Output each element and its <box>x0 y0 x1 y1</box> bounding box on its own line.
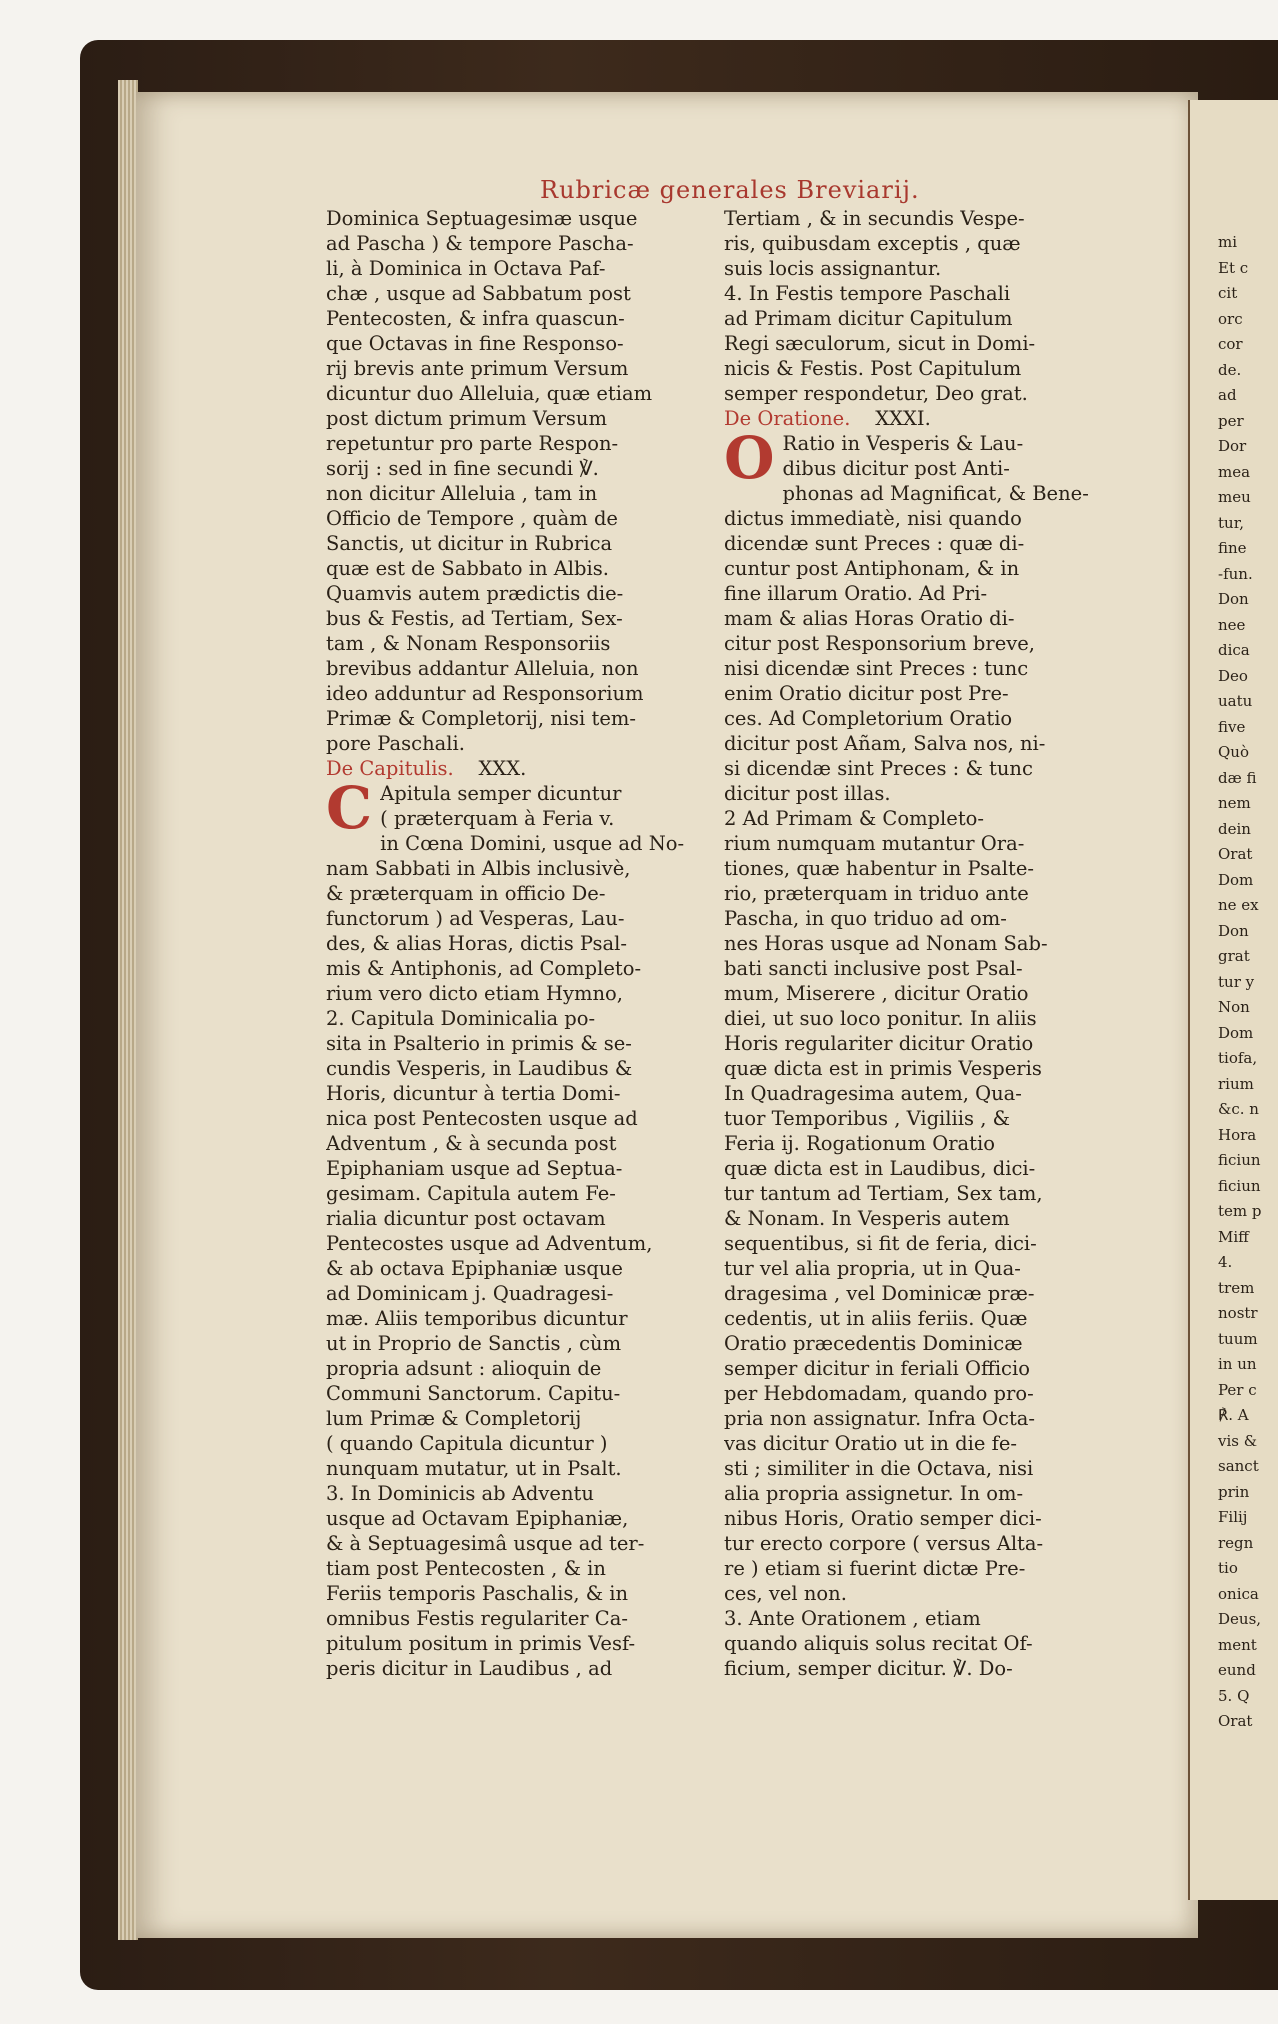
heading-number: XXXI. <box>875 407 931 430</box>
text-line: mis & Antiphonis, ad Completo- <box>326 957 642 980</box>
facing-page-fragment: cor <box>1218 335 1243 353</box>
text-line: non dicitur Alleluia , tam in <box>326 482 598 505</box>
text-line: nunquam mutatur, ut in Psalt. <box>326 1457 622 1480</box>
text-line: post dictum primum Versum <box>326 407 607 430</box>
facing-page-fragment: 4. <box>1218 1253 1233 1271</box>
text-line: rij brevis ante primum Versum <box>326 357 629 380</box>
text-line: dictus immediatè, nisi quando <box>724 507 1022 530</box>
right-column <box>724 206 1128 1681</box>
facing-page-fragment: ficiun <box>1218 1151 1261 1169</box>
text-line: ficium, semper dicitur. ℣. Do- <box>724 1657 1013 1680</box>
text-line: 3. In Dominicis ab Adventu <box>326 1482 594 1505</box>
text-line: pitulum positum in primis Vesf- <box>326 1632 636 1655</box>
facing-page-fragment: &c. n <box>1218 1100 1259 1118</box>
text-line: suis locis assignantur. <box>724 257 942 280</box>
facing-page-fragment: Et c <box>1218 258 1249 277</box>
text-line: Adventum , & à secunda post <box>326 1132 617 1155</box>
facing-page-fragment: orc <box>1218 309 1243 328</box>
facing-page-fragment: onica <box>1218 1584 1259 1603</box>
text-line: In Quadragesima autem, Qua- <box>724 1082 1022 1105</box>
facing-page-fragment: ne ex <box>1218 896 1259 914</box>
facing-page-fragment: dein <box>1218 819 1251 838</box>
facing-page-fragment: mea <box>1218 462 1251 481</box>
text-line: bus & Festis, ad Tertiam, Sex- <box>326 607 623 630</box>
text-line: per Hebdomadam, quando pro- <box>724 1382 1034 1405</box>
facing-page-fragment: regn <box>1218 1533 1254 1552</box>
text-line: phonas ad Magnificat, & Bene- <box>782 482 1089 505</box>
text-line: fine illarum Oratio. Ad Pri- <box>724 582 988 605</box>
facing-page-fragment: nostr <box>1218 1304 1258 1322</box>
facing-page-fragment: tiofa, <box>1218 1049 1258 1067</box>
facing-page-fragment: Per c <box>1218 1380 1257 1399</box>
facing-page-fragment: ment <box>1218 1635 1257 1654</box>
text-line: Pentecosten, & infra quascun- <box>326 307 625 330</box>
text-line: bati sancti inclusive post Psal- <box>724 957 1023 980</box>
facing-page-fragment: Hora <box>1218 1125 1257 1144</box>
facing-page-fragment: Miff <box>1218 1227 1249 1246</box>
text-line: dicitur post Añam, Salva nos, ni- <box>724 732 1046 755</box>
text-line: ad Pascha ) & tempore Pascha- <box>326 232 634 255</box>
text-line: chæ , usque ad Sabbatum post <box>326 282 631 305</box>
text-line: dicendæ sunt Preces : quæ di- <box>724 532 1025 555</box>
text-line: pria non assignatur. Infra Octa- <box>724 1407 1036 1430</box>
text-line: omnibus Festis regulariter Ca- <box>326 1607 628 1630</box>
text-line: rio, præterquam in triduo ante <box>724 882 1029 905</box>
text-line: pore Paschali. <box>326 732 465 755</box>
facing-page-fragment: dica <box>1218 641 1250 659</box>
text-line: rium vero dicto etiam Hymno, <box>326 982 623 1005</box>
text-line: dragesima , vel Dominicæ præ- <box>724 1282 1035 1305</box>
facing-page-fragment: nem <box>1218 794 1251 812</box>
facing-page-fragment: -fun. <box>1218 564 1253 583</box>
text-line: brevibus addantur Alleluia, non <box>326 657 639 680</box>
text-line: rialia dicuntur post octavam <box>326 1207 606 1230</box>
facing-page-fragment: grat <box>1218 947 1250 965</box>
facing-page-fragment: Non <box>1218 998 1250 1016</box>
text-line: dibus dicitur post Anti- <box>782 457 1010 480</box>
section-heading <box>724 406 1128 431</box>
text-line: diei, ut suo loco ponitur. In aliis <box>724 1007 1037 1030</box>
text-line: cundis Vesperis, in Laudibus & <box>326 1057 633 1080</box>
text-line: Quamvis autem prædictis die- <box>326 582 624 605</box>
text-line: ris, quibusdam exceptis , quæ <box>724 232 1021 255</box>
text-line: lum Primæ & Completorij <box>326 1407 582 1430</box>
facing-page-fragment: ℟. A <box>1218 1406 1249 1424</box>
facing-page-fragment: 5. Q <box>1218 1686 1250 1705</box>
facing-page-fragment: Don <box>1218 921 1249 940</box>
facing-page-fragment: prin <box>1218 1482 1250 1501</box>
heading-number: XXX. <box>478 757 527 780</box>
text-line: tiones, quæ habentur in Psalte- <box>724 857 1034 880</box>
text-line: nibus Horis, Oratio semper dici- <box>724 1507 1042 1530</box>
text-line: nica post Pentecosten usque ad <box>326 1107 638 1130</box>
facing-page-fragment: de. <box>1218 360 1242 379</box>
text-line: Officio de Tempore , quàm de <box>326 507 618 530</box>
text-line: dicuntur duo Alleluia, quæ etiam <box>326 382 653 405</box>
text-line: quæ dicta est in Laudibus, dici- <box>724 1157 1036 1180</box>
text-line: in Cœna Domini, usque ad No- <box>380 832 685 855</box>
text-line: Horis regulariter dicitur Oratio <box>724 1032 1034 1055</box>
facing-page-fragment: Orat <box>1218 845 1253 863</box>
text-line: rium numquam mutantur Ora- <box>724 832 1025 855</box>
text-line: usque ad Octavam Epiphaniæ, <box>326 1507 629 1530</box>
text-line: quæ est de Sabbato in Albis. <box>326 557 609 580</box>
text-line: que Octavas in fine Responso- <box>326 332 624 355</box>
text-line: gesimam. Capitula autem Fe- <box>326 1182 616 1205</box>
text-line: nisi dicendæ sint Preces : tunc <box>724 657 1029 680</box>
text-line: dicitur post illas. <box>724 782 891 805</box>
text-line: mam & alias Horas Oratio di- <box>724 607 1015 630</box>
text-line: Sanctis, ut dicitur in Rubrica <box>326 532 613 555</box>
text-line: 2 Ad Primam & Completo- <box>724 807 984 830</box>
text-line: tur vel alia propria, ut in Qua- <box>724 1257 1021 1280</box>
text-line: propria adsunt : alioquin de <box>326 1357 602 1380</box>
facing-page-fragment: tem p <box>1218 1202 1262 1220</box>
heading-title: De Capitulis. <box>326 757 454 780</box>
text-line: alia propria assignetur. In om- <box>724 1482 1024 1505</box>
facing-page-fragment: fine <box>1218 539 1247 557</box>
text-line: ad Primam dicitur Capitulum <box>724 307 1013 330</box>
facing-page-edge <box>1188 100 1278 1900</box>
facing-page-fragment: rium <box>1218 1074 1254 1093</box>
text-line: li, à Dominica in Octava Paf- <box>326 257 606 280</box>
text-line: Tertiam , & in secundis Vespe- <box>724 207 1025 230</box>
facing-page-fragment: vis & <box>1218 1431 1258 1450</box>
text-line: peris dicitur in Laudibus , ad <box>326 1657 613 1680</box>
text-line: functorum ) ad Vesperas, Lau- <box>326 907 625 930</box>
text-line: & à Septuagesimâ usque ad ter- <box>326 1532 645 1555</box>
text-line: repetuntur pro parte Respon- <box>326 432 619 455</box>
facing-page-fragment: tuum <box>1218 1329 1258 1348</box>
text-line: si dicendæ sint Preces : & tunc <box>724 757 1033 780</box>
text-line: Feriis temporis Paschalis, & in <box>326 1582 629 1605</box>
text-line: sita in Psalterio in primis & se- <box>326 1032 632 1055</box>
text-line: Regi sæculorum, sicut in Domi- <box>724 332 1036 355</box>
text-line: nes Horas usque ad Nonam Sab- <box>724 932 1048 955</box>
text-line: tur tantum ad Tertiam, Sex tam, <box>724 1182 1043 1205</box>
facing-page-fragment: tio <box>1218 1559 1238 1577</box>
text-line: Dominica Septuagesimæ usque <box>326 207 638 230</box>
page-edges <box>118 80 138 1940</box>
text-line: 2. Capitula Dominicalia po- <box>326 1007 596 1030</box>
text-line: Epiphaniam usque ad Septua- <box>326 1157 623 1180</box>
facing-page-fragment: sanct <box>1218 1457 1259 1475</box>
text-line: sorij : sed in fine secundi ℣. <box>326 457 599 480</box>
text-line: tur erecto corpore ( versus Alta- <box>724 1532 1044 1555</box>
text-line: & Nonam. In Vesperis autem <box>724 1207 1010 1230</box>
text-line: ( præterquam à Feria v. <box>380 807 615 830</box>
drop-capital: C <box>326 774 373 842</box>
text-line: citur post Responsorium breve, <box>724 632 1036 655</box>
facing-page-fragment: ficiun <box>1218 1176 1261 1195</box>
text-line: Feria ij. Rogationum Oratio <box>724 1132 995 1155</box>
text-line: semper respondetur, Deo grat. <box>724 382 1028 405</box>
facing-page-fragment: tur, <box>1218 513 1244 532</box>
text-line: Apitula semper dicuntur <box>380 782 622 805</box>
text-line: ( quando Capitula dicuntur ) <box>326 1432 608 1455</box>
facing-page-fragment: eund <box>1218 1661 1256 1679</box>
text-line: ideo adduntur ad Responsorium <box>326 682 644 705</box>
text-line: Pentecostes usque ad Adventum, <box>326 1232 653 1255</box>
text-line: & ab octava Epiphaniæ usque <box>326 1257 623 1280</box>
section-heading <box>326 756 702 781</box>
text-line: re ) etiam si fuerint dictæ Pre- <box>724 1557 1026 1580</box>
text-line: des, & alias Horas, dictis Psal- <box>326 932 627 955</box>
text-line: quando aliquis solus recitat Of- <box>724 1632 1033 1655</box>
left-column <box>326 206 702 1681</box>
text-line: vas dicitur Oratio ut in die fe- <box>724 1432 1017 1455</box>
text-line: & præterquam in officio De- <box>326 882 606 905</box>
facing-page-fragment: Dom <box>1218 1023 1254 1042</box>
facing-page-fragment: Deo <box>1218 666 1248 685</box>
facing-page-fragment: mi <box>1218 233 1238 251</box>
text-line: Ratio in Vesperis & Lau- <box>782 432 1024 455</box>
text-line: cuntur post Antiphonam, & in <box>724 557 1020 580</box>
facing-page-fragment: tur y <box>1218 972 1255 991</box>
drop-capital: O <box>724 424 775 492</box>
facing-page-fragment: Quò <box>1218 743 1249 761</box>
text-line: tiam post Pentecosten , & in <box>326 1557 606 1580</box>
text-line: tuor Temporibus , Vigiliis , & <box>724 1107 1010 1130</box>
text-line: cedentis, ut in aliis feriis. Quæ <box>724 1307 1028 1330</box>
facing-page-fragment: per <box>1218 411 1244 430</box>
running-head: Rubricæ generales Breviarij. <box>540 176 920 204</box>
facing-page-fragment: Orat <box>1218 1712 1253 1730</box>
text-line: sequentibus, si fit de feria, dici- <box>724 1232 1037 1255</box>
text-line: ad Dominicam j. Quadragesi- <box>326 1282 614 1305</box>
text-line: Oratio præcedentis Dominicæ <box>724 1332 1023 1355</box>
text-line: mæ. Aliis temporibus dicuntur <box>326 1307 628 1330</box>
text-line: Primæ & Completorij, nisi tem- <box>326 707 636 730</box>
text-line: 4. In Festis tempore Paschali <box>724 282 1011 305</box>
text-line: tam , & Nonam Responsoriis <box>326 632 611 655</box>
text-line: Horis, dicuntur à tertia Domi- <box>326 1082 621 1105</box>
text-line: Communi Sanctorum. Capitu- <box>326 1382 621 1405</box>
text-line: 3. Ante Orationem , etiam <box>724 1607 981 1630</box>
facing-page-fragment: trem <box>1218 1278 1255 1297</box>
facing-page-fragment: meu <box>1218 488 1251 506</box>
facing-page-fragment: in un <box>1218 1355 1257 1373</box>
facing-page-fragment: Filij <box>1218 1508 1248 1526</box>
text-line: enim Oratio dicitur post Pre- <box>724 682 1009 705</box>
facing-page-fragment: five <box>1218 717 1246 736</box>
facing-page-fragment: ad <box>1218 386 1237 404</box>
facing-page-fragment: Dor <box>1218 437 1247 455</box>
text-line: nicis & Festis. Post Capitulum <box>724 357 1022 380</box>
text-line: sti ; similiter in die Octava, nisi <box>724 1457 1034 1480</box>
facing-page-fragment: Don <box>1218 590 1249 608</box>
facing-page-fragment: Dom <box>1218 870 1254 889</box>
text-line: ces. Ad Completorium Oratio <box>724 707 1013 730</box>
facing-page-fragment: uatu <box>1218 692 1253 710</box>
text-line: mum, Miserere , dicitur Oratio <box>724 982 1029 1005</box>
text-line: quæ dicta est in primis Vesperis <box>724 1057 1042 1080</box>
facing-page-fragment: Deus, <box>1218 1610 1262 1628</box>
text-line: ut in Proprio de Sanctis , cùm <box>326 1332 622 1355</box>
text-line: semper dicitur in feriali Officio <box>724 1357 1030 1380</box>
facing-page-fragment: cit <box>1218 284 1238 302</box>
text-line: Pascha, in quo triduo ad om- <box>724 907 1007 930</box>
facing-page-fragment: nee <box>1218 615 1246 634</box>
text-line: nam Sabbati in Albis inclusivè, <box>326 857 631 880</box>
facing-page-fragment: dæ fi <box>1218 768 1257 787</box>
heading-title: De Oratione. <box>724 407 851 430</box>
text-line: ces, vel non. <box>724 1582 847 1605</box>
